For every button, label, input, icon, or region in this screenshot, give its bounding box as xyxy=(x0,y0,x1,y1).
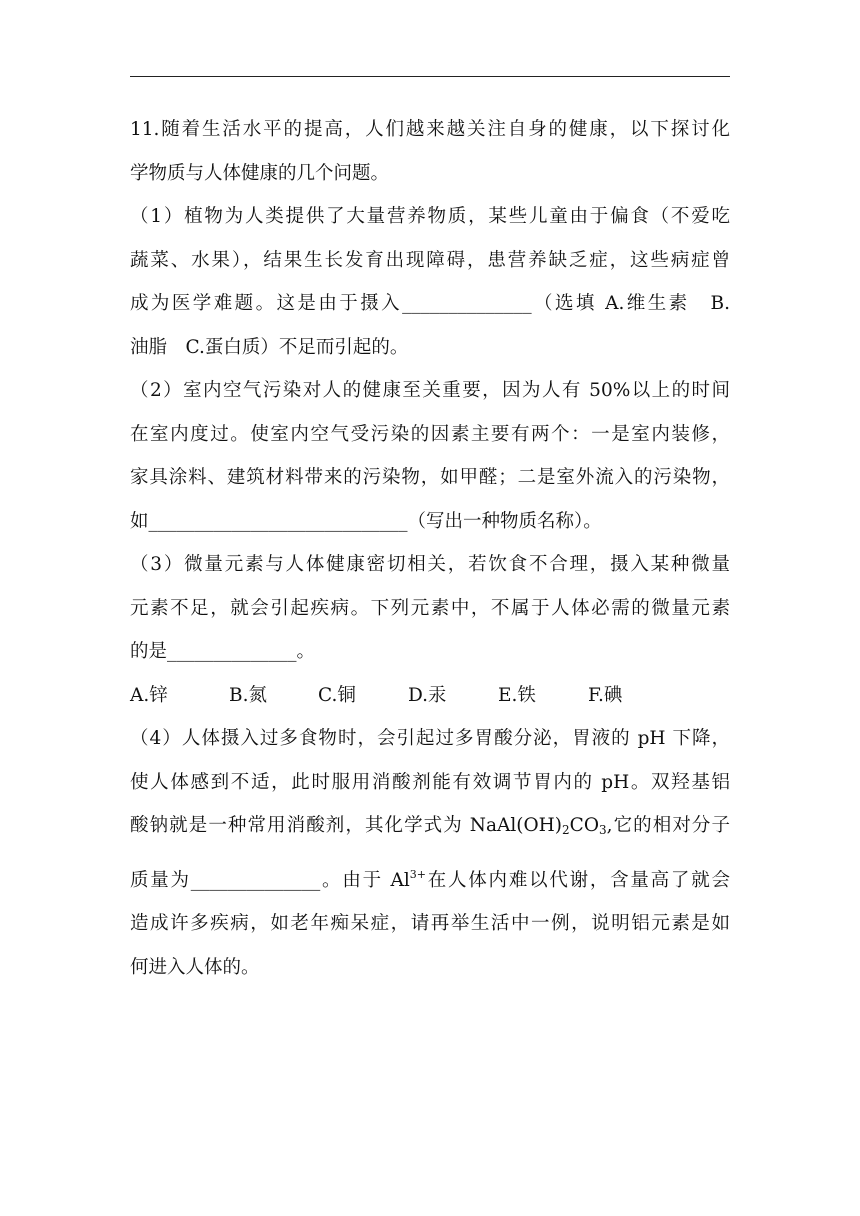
part2-line-3: 家具涂料、建筑材料带来的污染物，如甲醛；二是室外流入的污染物， xyxy=(130,467,730,488)
part1-line-2: 蔬菜、水果），结果生长发育出现障碍，患营养缺乏症，这些病症曾 xyxy=(130,249,730,271)
part3-options xyxy=(130,674,730,718)
option-b: B.氮 xyxy=(229,684,267,706)
part4-line-4-text: 质量为 xyxy=(130,869,191,891)
part1-line-3-text: 成为医学难题。这是由于摄入 xyxy=(130,293,403,314)
part1-line-3-options: （选填 A.维生素 B. xyxy=(531,293,730,314)
ion-charge-superscript: 3+ xyxy=(409,867,426,881)
part1-line-1: （1）植物为人类提供了大量营养物质，某些儿童由于偏食（不爱吃 xyxy=(130,206,730,227)
part4-line-6: 何进入人体的。 xyxy=(130,956,260,978)
part1-line-4: 油脂 C.蛋白质）不足而引起的。 xyxy=(130,336,409,358)
answer-blank-2[interactable]: ____________________________ xyxy=(148,510,408,532)
option-f: F.碘 xyxy=(588,684,623,706)
part2-line-1: （2）室内空气污染对人的健康至关重要，因为人有 50%以上的时间 xyxy=(130,380,730,401)
part1-line-3 xyxy=(130,282,730,326)
option-e: E.铁 xyxy=(498,684,536,706)
formula-subscript-2: 2 xyxy=(562,823,570,837)
part4-line-3-end: ,它的相对分子 xyxy=(606,815,730,836)
part4-line-3-text: 酸钠就是一种常用消酸剂，其化学式为 NaAl(OH) xyxy=(130,815,563,836)
part4-line-1: （4）人体摄入过多食物时，会引起过多胃酸分泌，胃液的 pH 下降， xyxy=(130,728,730,749)
intro-line-2: 学物质与人体健康的几个问题。 xyxy=(130,162,390,184)
part4-line-4 xyxy=(130,853,730,903)
part3-line-3-text: 的是 xyxy=(130,641,168,662)
part4-line-4-end: 在人体内难以代谢，含量高了就会 xyxy=(426,869,730,891)
part2-line-2: 在室内度过。使室内空气受污染的因素主要有两个：一是室内装修， xyxy=(130,423,730,445)
intro-line-1: 11.随着生活水平的提高，人们越来越关注自身的健康，以下探讨化 xyxy=(130,119,730,140)
part4-line-3 xyxy=(130,804,730,853)
part3-line-3-end: 。 xyxy=(296,641,316,662)
formula-subscript-3: 3 xyxy=(599,823,607,837)
part2-line-4 xyxy=(130,500,730,544)
part3-line-2: 元素不足，就会引起疾病。下列元素中，不属于人体必需的微量元素 xyxy=(130,597,730,619)
question-11 xyxy=(130,108,730,989)
formula-co: CO xyxy=(569,815,599,836)
option-d: D.汞 xyxy=(408,684,447,706)
option-c: C.铜 xyxy=(318,684,356,706)
answer-blank-4[interactable]: ______________ xyxy=(190,869,321,891)
option-a: A.锌 xyxy=(130,684,168,706)
part4-line-2: 使人体感到不适，此时服用消酸剂能有效调节胃内的 pH。双羟基铝 xyxy=(130,771,730,793)
answer-blank-3[interactable]: ______________ xyxy=(167,641,297,662)
part4-line-4-mid: 。由于 Al xyxy=(320,869,410,891)
part2-line-4-hint: （写出一种物质名称）。 xyxy=(407,510,602,532)
part4-line-5: 造成许多疾病，如老年痴呆症，请再举生活中一例，说明铝元素是如 xyxy=(130,913,730,934)
part3-line-3 xyxy=(130,630,730,674)
part2-line-4-text: 如 xyxy=(130,510,149,532)
answer-blank-1[interactable]: ______________ xyxy=(402,293,532,314)
part3-line-1: （3）微量元素与人体健康密切相关，若饮食不合理，摄入某种微量 xyxy=(130,554,730,575)
header-rule xyxy=(130,76,730,77)
